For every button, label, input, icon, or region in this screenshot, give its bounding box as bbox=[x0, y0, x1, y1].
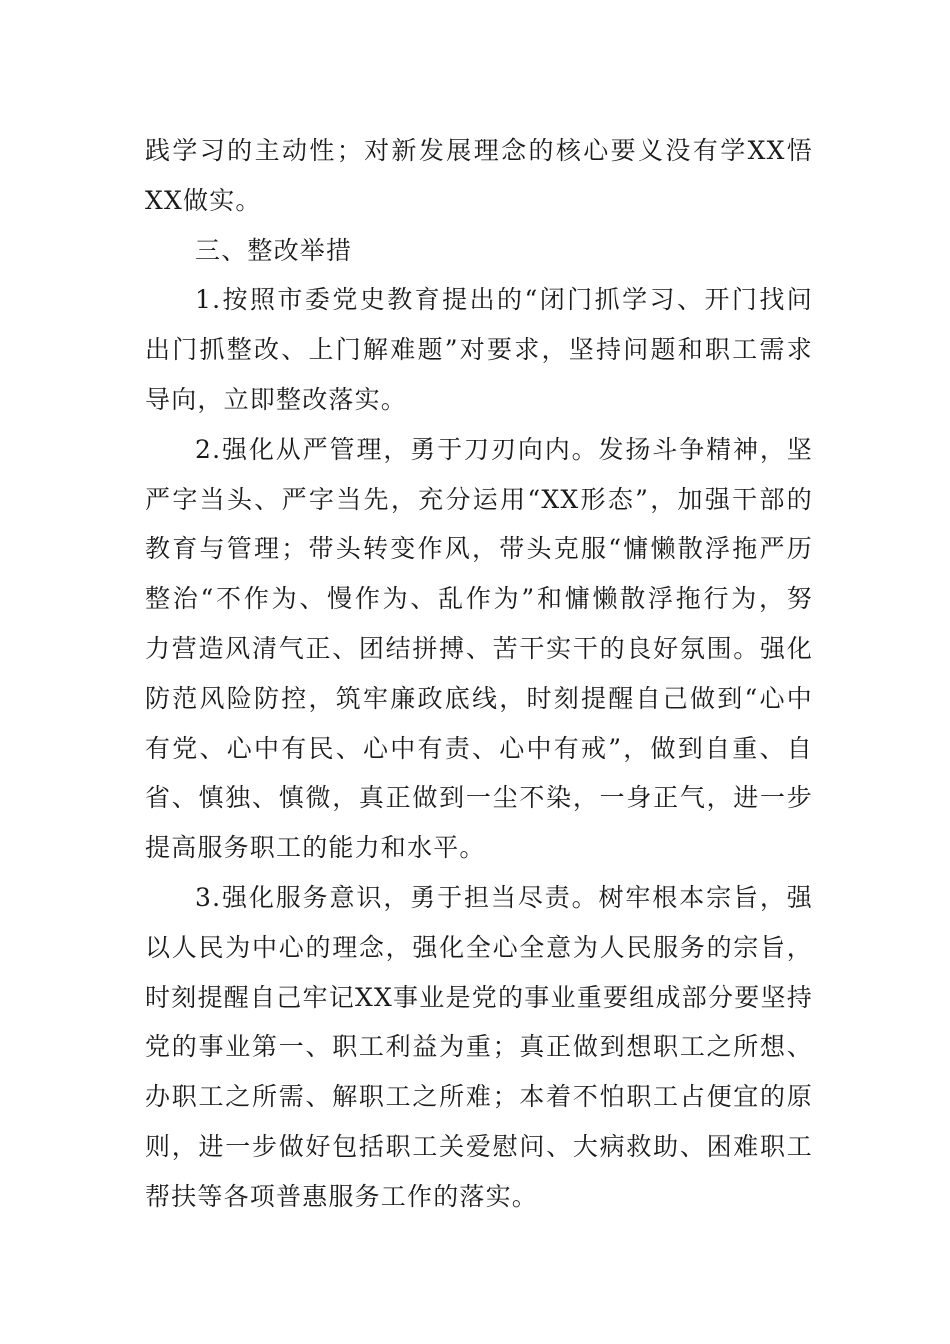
text-line: XX做实。 bbox=[145, 185, 262, 215]
text-line: 党的事业第一、职工利益为重；真正做到想职工之所想、 bbox=[145, 1032, 813, 1062]
document-body bbox=[145, 126, 813, 1222]
text-line: 则，进一步做好包括职工关爱慰问、大病救助、困难职工 bbox=[145, 1131, 813, 1161]
text-line: 帮扶等各项普惠服务工作的落实。 bbox=[145, 1181, 539, 1211]
section-heading: 三、整改举措 bbox=[195, 235, 353, 265]
text-line: 出门抓整改、上门解难题”对要求，坚持问题和职工需求 bbox=[145, 335, 813, 365]
text-line: 力营造风清气正、团结拼搏、苦干实干的良好氛围。强化 bbox=[145, 633, 813, 663]
text-line: 以人民为中心的理念，强化全心全意为人民服务的宗旨， bbox=[145, 932, 813, 962]
text-line: 严字当头、严字当先，充分运用“XX形态”，加强干部的 bbox=[145, 484, 813, 514]
text-line: 有党、心中有民、心中有责、心中有戒”，做到自重、自 bbox=[145, 733, 813, 763]
text-line: 2.强化从严管理，勇于刀刃向内。发扬斗争精神，坚 bbox=[195, 434, 813, 464]
text-line: 3.强化服务意识，勇于担当尽责。树牢根本宗旨，强 bbox=[195, 882, 813, 912]
text-line: 教育与管理；带头转变作风，带头克服“慵懒散浮拖严历 bbox=[145, 534, 813, 564]
text-line: 整治“不作为、慢作为、乱作为”和慵懒散浮拖行为，努 bbox=[145, 584, 813, 614]
text-line: 时刻提醒自己牢记XX事业是党的事业重要组成部分要坚持 bbox=[145, 982, 813, 1012]
text-line: 防范风险防控，筑牢廉政底线，时刻提醒自己做到“心中 bbox=[145, 683, 813, 713]
text-line: 办职工之所需、解职工之所难；本着不怕职工占便宜的原 bbox=[145, 1082, 813, 1112]
text-line: 导向，立即整改落实。 bbox=[145, 384, 408, 414]
text-line: 省、慎独、慎微，真正做到一尘不染，一身正气，进一步 bbox=[145, 783, 813, 813]
text-line: 提高服务职工的能力和水平。 bbox=[145, 833, 486, 863]
text-line: 践学习的主动性；对新发展理念的核心要义没有学XX悟 bbox=[145, 136, 813, 165]
text-line: 1.按照市委党史教育提出的“闭门抓学习、开门找问 bbox=[195, 285, 813, 315]
